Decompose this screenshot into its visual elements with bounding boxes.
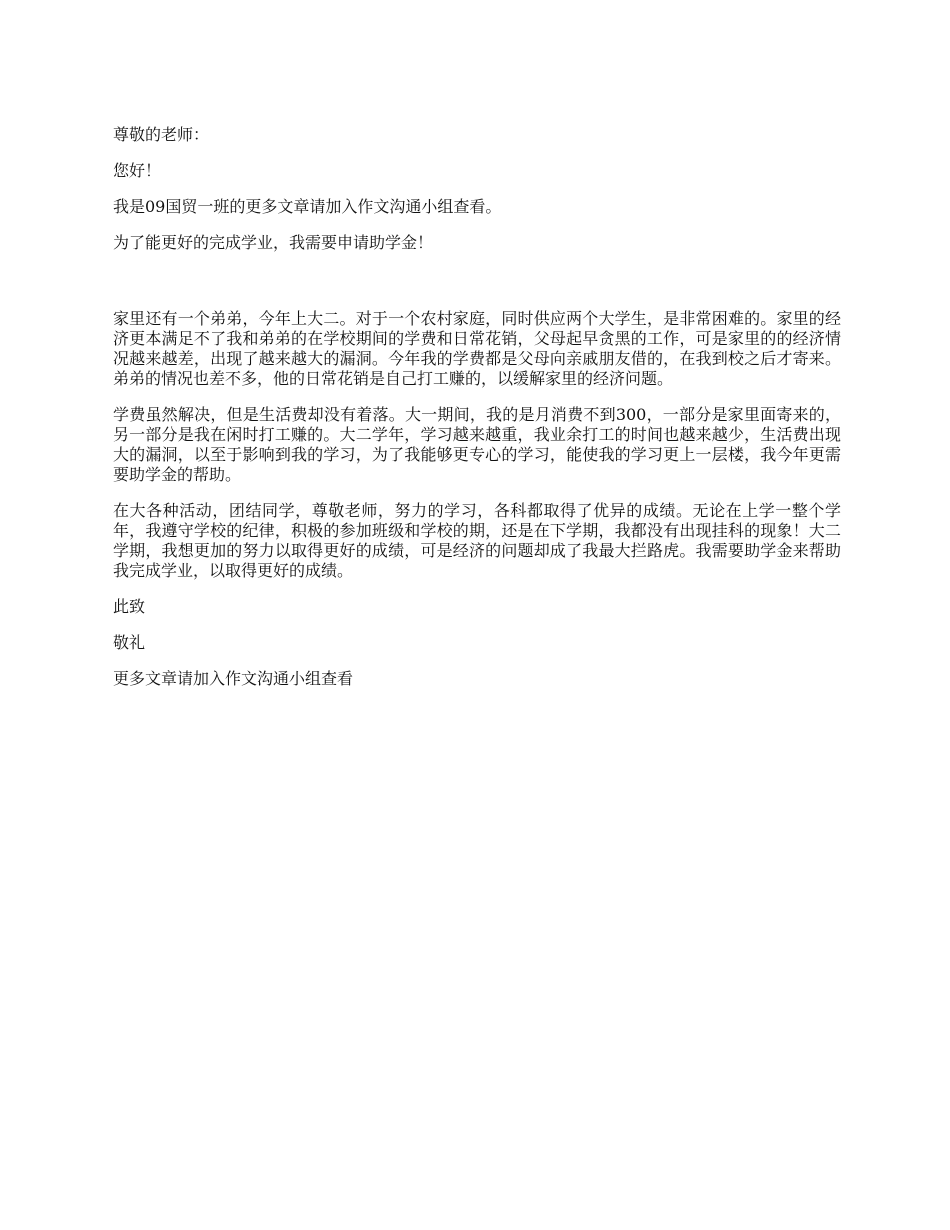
body-paragraph-expenses: 学费虽然解决，但是生活费却没有着落。大一期间，我的是月消费不到300，一部分是家里面寄来的，另一部分是我在闲时打工赚的。大二学年，学习越来越重，我业余打工的时间也越来越少，生活费出现大的漏洞，以至于影响到我的学习，为了我能够更专心的学习，能使我的学习更上一层楼，我今年更需要助学金的帮助。 [113, 405, 841, 484]
closing-jingli: 敬礼 [113, 633, 146, 652]
closing-cizhi: 此致 [113, 597, 146, 616]
salutation: 尊敬的老师： [113, 125, 210, 144]
intro-line: 我是09国贸一班的更多文章请加入作文沟通小组查看。 [113, 197, 502, 216]
blank-gap [113, 269, 841, 309]
footer-note: 更多文章请加入作文沟通小组查看 [113, 669, 354, 688]
purpose-line: 为了能更好的完成学业，我需要申请助学金！ [113, 233, 434, 252]
body-paragraph-achievements: 在大各种活动，团结同学，尊敬老师，努力的学习，各科都取得了优异的成绩。无论在上学一整个学年，我遵守学校的纪律，积极的参加班级和学校的期，还是在下学期，我都没有出现挂科的现象！大二学期，我想更加的努力以取得更好的成绩，可是经济的问题却成了我最大拦路虎。我需要助学金来帮助我完成学业，以取得更好的成绩。 [113, 501, 841, 580]
letter-document [113, 125, 841, 705]
body-paragraph-family: 家里还有一个弟弟，今年上大二。对于一个农村家庭，同时供应两个大学生，是非常困难的。家里的经济更本满足不了我和弟弟的在学校期间的学费和日常花销，父母起早贪黑的工作，可是家里的的经济情况越来越差，出现了越来越大的漏洞。今年我的学费都是父母向亲戚朋友借的，在我到校之后才寄来。弟弟的情况也差不多，他的日常花销是自己打工赚的，以缓解家里的经济问题。 [113, 309, 841, 388]
greeting: 您好！ [113, 161, 162, 180]
